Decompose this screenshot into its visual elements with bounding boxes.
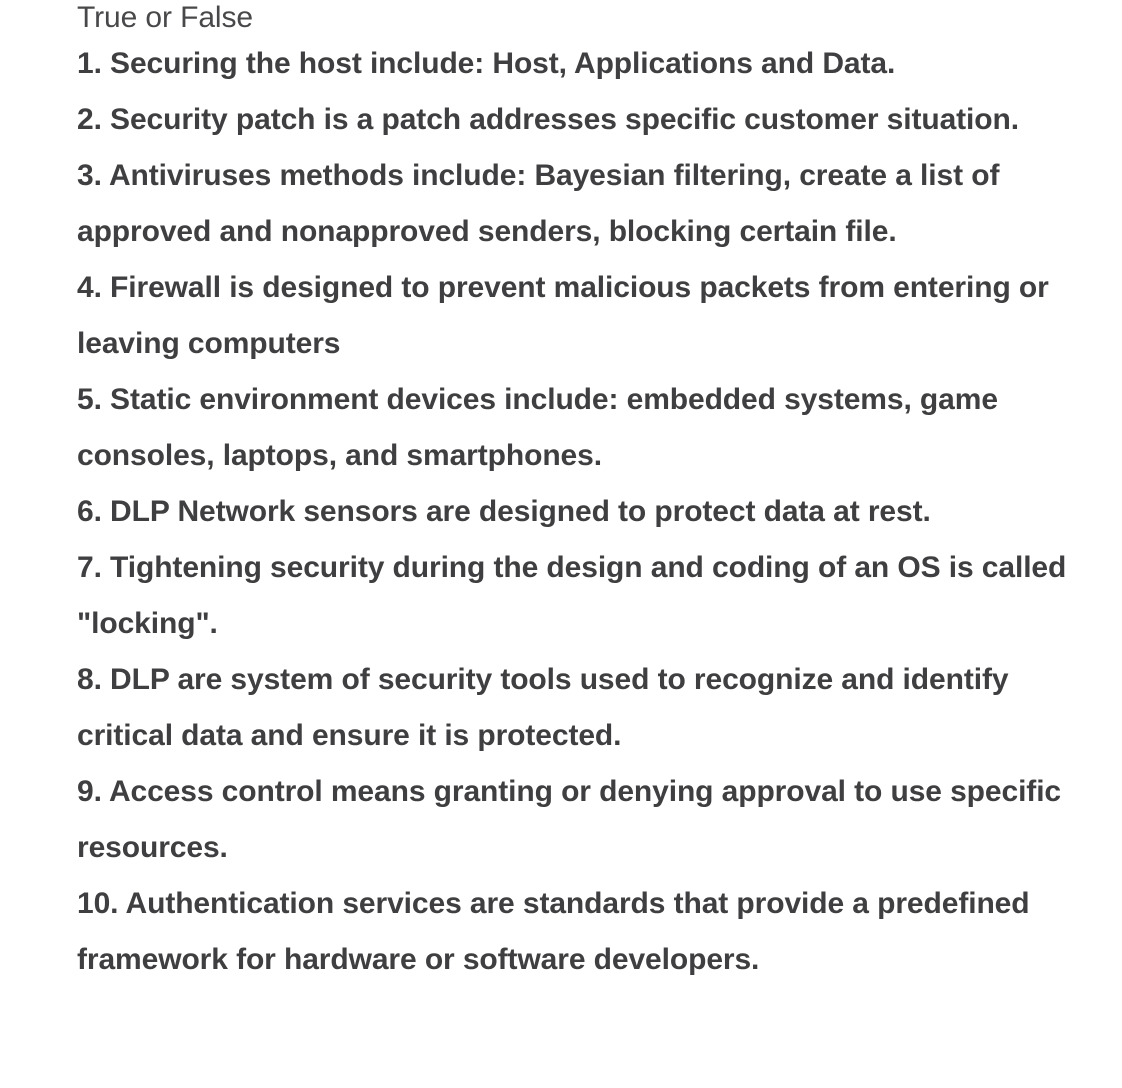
quiz-document	[77, 0, 1087, 988]
question-item-3: 3. Antiviruses methods include: Bayesian filtering, create a list of approved and nonapproved senders, blocking certain file.	[77, 159, 1000, 248]
question-item-8: 8. DLP are system of security tools used to recognize and identify critical data and ensure it is protected.	[77, 663, 1009, 752]
question-item-5: 5. Static environment devices include: embedded systems, game consoles, laptops, and smartphones.	[77, 383, 998, 472]
question-item-1: 1. Securing the host include: Host, Applications and Data.	[77, 47, 896, 80]
question-item-2: 2. Security patch is a patch addresses specific customer situation.	[77, 103, 1019, 136]
question-item-9: 9. Access control means granting or denying approval to use specific resources.	[77, 775, 1062, 864]
question-item-4: 4. Firewall is designed to prevent malicious packets from entering or leaving computers	[77, 271, 1049, 360]
question-item-10: 10. Authentication services are standards that provide a predefined framework for hardware or software developers.	[77, 887, 1030, 976]
question-item-7: 7. Tightening security during the design and coding of an OS is called "locking".	[77, 551, 1067, 640]
question-list	[77, 36, 1087, 988]
quiz-title: True or False	[77, 1, 253, 34]
question-item-6: 6. DLP Network sensors are designed to protect data at rest.	[77, 495, 931, 528]
